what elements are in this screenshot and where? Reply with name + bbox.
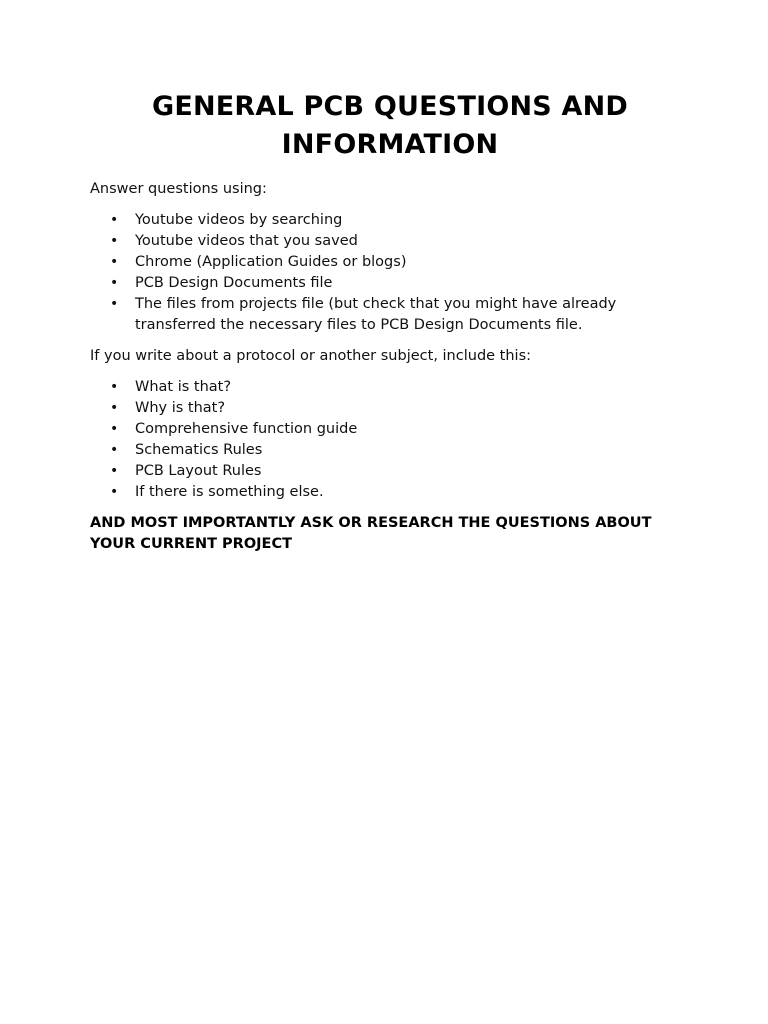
- bullet-icon: •: [110, 400, 119, 416]
- list-item-text: Youtube videos that you saved: [135, 233, 358, 249]
- list-item: [110, 419, 690, 440]
- bullet-icon: •: [110, 275, 119, 291]
- closing-emphasis: AND MOST IMPORTANTLY ASK OR RESEARCH THE QUESTIONS ABOUT YOUR CURRENT PROJECT: [90, 515, 652, 552]
- list-item-text: Comprehensive function guide: [135, 421, 358, 437]
- list-item-text: Why is that?: [135, 400, 226, 416]
- bullet-icon: •: [110, 233, 119, 249]
- bullet-icon: •: [110, 421, 119, 437]
- bullet-icon: •: [110, 442, 119, 458]
- bullet-icon: •: [110, 484, 119, 500]
- list-item: [110, 482, 690, 503]
- list-item: [110, 377, 690, 398]
- list-item-text: Chrome (Application Guides or blogs): [135, 254, 407, 270]
- list-item: [110, 231, 690, 252]
- document-page: [90, 88, 690, 555]
- intro-paragraph: Answer questions using:: [90, 181, 267, 197]
- list-item-text: PCB Layout Rules: [135, 463, 262, 479]
- protocol-intro-paragraph: If you write about a protocol or another subject, include this:: [90, 348, 532, 364]
- bullet-icon: •: [110, 296, 119, 312]
- bullet-icon: •: [110, 463, 119, 479]
- list-item: [110, 461, 690, 482]
- list-item: [110, 273, 690, 294]
- bullet-icon: •: [110, 212, 119, 228]
- list-item: [110, 210, 690, 231]
- bullet-icon: •: [110, 379, 119, 395]
- list-item-text: Schematics Rules: [135, 442, 263, 458]
- document-title: GENERAL PCB QUESTIONS AND INFORMATION: [151, 91, 629, 160]
- list-item: [110, 398, 690, 419]
- list-item: [110, 294, 690, 336]
- list-item-text: Youtube videos by searching: [135, 212, 343, 228]
- list-item: [110, 440, 690, 461]
- sources-list: [90, 210, 690, 336]
- include-list: [90, 377, 690, 503]
- list-item-text: PCB Design Documents file: [135, 275, 333, 291]
- list-item: [110, 252, 690, 273]
- bullet-icon: •: [110, 254, 119, 270]
- list-item-text: What is that?: [135, 379, 232, 395]
- list-item-text: If there is something else.: [135, 484, 324, 500]
- list-item-text: The files from projects file (but check that you might have already transferred the necessary files to PCB Design Documents file.: [135, 296, 617, 333]
